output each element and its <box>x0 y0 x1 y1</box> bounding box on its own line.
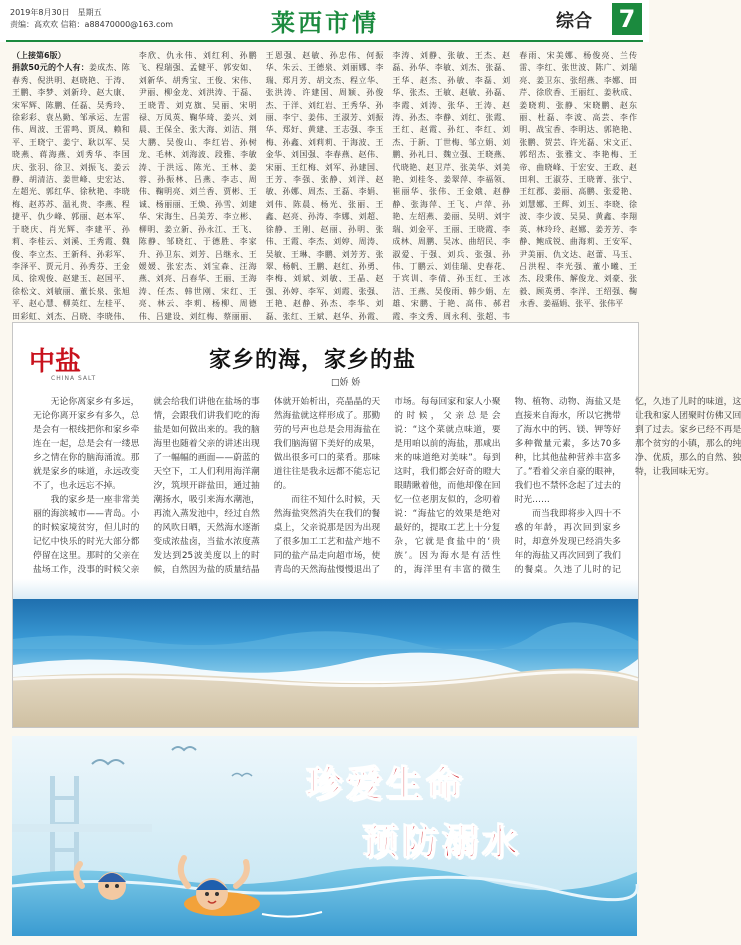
donor-list-text <box>12 50 637 323</box>
logo-mark: 中盐 <box>29 347 82 377</box>
page-header <box>0 0 649 42</box>
article-paragraph: 我的家乡是一座非常美丽的海滨城市——青岛。小的时候家境贫穷，但儿时的记忆中快乐的时光大部分都停留在这里。那时的父亲在盐场工作，没事的时候父亲就会给我们讲他在盐场的事情，会跟我们讲我们吃的海盐是如何做出来的。我的脑海里也随着父亲的讲述出现了一幅幅的画面——蔚蓝的天空下，工人们利用海洋潮汐，筑坝开辟盐田，通过抽潮扬水，吸引来海水潮池，再流入蒸发池中，经过自然的风吹日晒，天然海水逐渐变成浓盐卤，当盐水浓度蒸发达到25波美度以上的时候，自然因为盐的质量结晶体就开始析出，亮晶晶的天然海盐就这样形成了。那勤劳的号声也总是会用海盐在我们脑海留下美好的成果，做出很多可口的菜肴。那味道往往是我永远都不能忘记的。 <box>33 397 381 575</box>
poster-headline-1: 珍爱生命 <box>306 764 467 805</box>
article-paragraph: 无论你离家乡有多远，无论你离开家乡有多久，总是会有一根线把你和家乡牵连在一起，总是会有一缕思乡之情在你的脑海涌流。那就是家乡的味道，永远改变不了，也永远忘不掉。 <box>33 397 140 491</box>
article-body <box>33 395 741 585</box>
section-name: 综合 <box>556 11 592 32</box>
header-rule <box>6 40 643 42</box>
article-paragraph: 而往不知什么时候，天然海盐突然消失在我们的餐桌上，父亲说那是因为出现了很多加工工艺和盐产地不同的盐产品走向超市场，使青岛的天然海盐慢慢退出了市场。每每回家和家人小聚的时候，父亲总是会说：“这个菜就点味道，要是用咱以前的海盐，那咸出来的味道绝对美味”。每到这时，我们都会好奇的瞪大眼睛瞅着他，而他却像在回忆一位老朋友似的，念叨着说：“海盐它的效果是绝对最好的，提取工艺上十分复杂，它就是食盐中的‘贵族’。因为海水是有活性的，海洋里有丰富的微生物、植物、动物、海盐又是直接来自海水，所以它携带了海水中的钙、镁、钾等好多种微量元素，多达70多种，比其他盐种营养丰富多了。”看着父亲自豪的眼神，我们也不禁怀念起了过去的时光…… <box>273 397 621 575</box>
donor-names: 姜成杰、陈春秀、倪洪明、赵晓艳、于涛、王鹏、李梦、刘新玲、赵大康、宋军辉、陈鹏、任磊、吴秀玲、徐彩彩、袁丛勤、邹承运、左雷伟、周波、王雷鸣、贾凤、赖和平、王晓宁、姜宁、耿以军、吴晓燕、蒋海燕、刘秀华、李国庆、张羽、徐卫、刘振飞、姜云静、胡清洁、姜世峰、史宏达、左超光、郭红华、徐秋艳、李晓梅、赵苏苏、温礼贵、李燕、程捷平、仇少峰、郭丽、赵本军、于晓庆、肖光辉、李建平、孙莉、李桂云、刘溪、王秀霞、魏俊、李立杰、王新科、孙彩军、李泽平、贾元月、孙秀芬、王金凤、徐观俊、赵建玉、赵国平、徐松文、刘敏丽、董长泉、张旭平、赵心慧、柳英红、左桂平、田彩虹、刘杰、吕晓、李晓伟、李欣、仇永伟、刘红利、孙鹏飞、程瑞强、孟健平、郭安如、刘新华、胡秀宝、王俊、宋伟、尹丽、柳金龙、刘洪涛、于磊、王晓青、刘克旗、吴丽、宋明禄、万凤英、鞠华琦、姜兴、刘晨、王保全、张大海、刘洁、荆大鹏、吴俊山、李红岩、孙树龙、毛林、刘海波、段雅、李敏涛、于洪远、陈光、王林、姜蓉、孙振林、吕燕、李志、周伟、鞠明亮、刘兰香、贾彬、王诚、杨丽丽、王焕、孙雪、刘建华、宋海生、吕美芳、李立彬、柳明、姜立新、孙永江、王飞、陈静、邹晓红、于德胜、李家升、孙卫东、刘芳、吕继永、王媛媛、张宏杰、刘宝森、汪海燕、刘亮、吕春华、王丽、王海涛、任杰、韩世刚、宋红、王亮、林云、李莉、杨柳、周德伟、吕建设、刘红梅、蔡丽丽、王恩强、赵敏、孙忠伟、何振华、朱云、王德泉、刘丽娜、李瑞、郑月芳、胡文杰、程立华、张洪涛、许建国、周颖、孙俊杰、于洋、刘红岩、王秀华、孙丽、李宁、姜伟、王淑芳、刘振华、郑好、黄建、王志强、李玉梅、孙鑫、刘莉莉、于海波、王金华、刘国强、李春燕、赵伟、宋丽、王红梅、刘军、孙建国、王芳、李强、张静、刘洋、赵敏、孙娜、周杰、王磊、李娟、刘伟、陈晨、杨光、张丽、王鑫、赵亮、孙涛、李娜、刘超、徐静、王刚、赵丽、孙明、张伟、王霞、李杰、刘婷、周涛、吴敏、王琳、李鹏、刘芳芳、张翠、杨帆、王鹏、赵红、孙勇、李梅、刘斌、刘敏、王晶、赵强、孙婷、李军、刘霞、张强、王艳、赵静、孙杰、李华、刘磊、张红、王斌、赵华、孙霞、李涛、刘静、张敏、王杰、赵磊、孙华、李敏、刘杰、张磊、王华、赵杰、孙敏、李磊、刘华、张杰、王敏、赵敏、孙磊、李霞、刘涛、张华、王涛、赵涛、孙杰、李静、刘红、张霞、王红、赵霞、孙红、李红、刘杰、于新、丁世梅、邹立娟、刘鹏、孙礼日、魏立强、王晓燕、代晓艳、赵卫芹、张美华、刘美艳、刘桂冬、姜翠萍、李福领、崔丽华、张伟、王金娥、赵静静、张海萍、王飞、卢萍、孙艳、左绍燕、姜丽、吴明、刘宇瑞、刘金平、王丽、王晓霞、李成林、周鹏、吴冰、曲绍民、李淑爱、于强、刘兵、张强、孙伟、丁鹏云、刘佳瑞、史春花、于宾训、李倩、孙玉红、王冰洁、王燕、吴俊雨、韩少娟、左雄、宋鹏、于艳、高伟、郝君霞、李文秀、周永利、张超、韦春雨、宋美娜、杨俊亮、兰传雷、李红、张世波、陈广、刘瑞亮、姜卫东、张绍燕、李娜、田芹、徐欣香、王丽红、姜秋成、姜晓莉、张静、宋晓鹏、赵东丽、杜磊、李波、高芸、李作明、战宝香、李明达、郭艳艳、张鹏、贺芸、许光磊、宋文正、郭绍杰、张雅文、李艳梅、王帝、曲晓峰、于宏安、王政、赵田利、王淑芬、王晓菁、张宁、王红郡、姜丽、高鹏、张爱艳、刘慧娜、王辉、刘玉、李晓、徐波、李少波、吴昊、黄鑫、李翔英、林玲玲、赵娜、姜芳芳、李静、鲍成锐、曲海莉、王安军、尹美丽、仇文达、赵蕾、马玉、吕洪程、李光强、董小曦、王杰、段秉伟、解俊龙、刘豪、张毅、顾英勇、李洋、王绍强、鞠永香、姜福娟、张平、张伟平 <box>12 51 637 321</box>
logo-subtext: CHINA SALT <box>51 375 97 382</box>
donor-list <box>12 50 637 321</box>
poster-headline-2: 预防溺水 <box>362 822 523 863</box>
article-paragraph: 而当我即将步入四十不惑的年龄，再次回到家乡时，却意外发现已经消失多年的海盐又再次回到了我们的餐桌。久违了儿时的记忆，久违了儿时的味道，这让我和家人团聚时仿佛又回到了过去。家乡已经不再是那个贫穷的小镇，那么的纯净、优质，那么的自然、独特，让我回味无穷。 <box>514 397 741 575</box>
continued-note: （上接第6版） <box>12 51 66 60</box>
page-number-badge: 7 <box>612 3 642 35</box>
sea-photo <box>13 579 638 727</box>
china-salt-logo <box>29 341 115 389</box>
issue-date: 2019年8月30日 星期五 <box>10 8 102 17</box>
editor-contact: 责编：高欢欢 信箱：a88470000@163.com <box>10 20 174 29</box>
article-title: 家乡的海，家乡的盐 <box>209 347 417 373</box>
feature-article <box>12 322 741 728</box>
masthead-title: 莱西市情 <box>271 8 379 37</box>
article-author: □娇 娇 <box>331 378 361 388</box>
drowning-prevention-poster <box>12 736 637 936</box>
donor-category-label: 捐款50元的个人有： <box>12 63 89 73</box>
